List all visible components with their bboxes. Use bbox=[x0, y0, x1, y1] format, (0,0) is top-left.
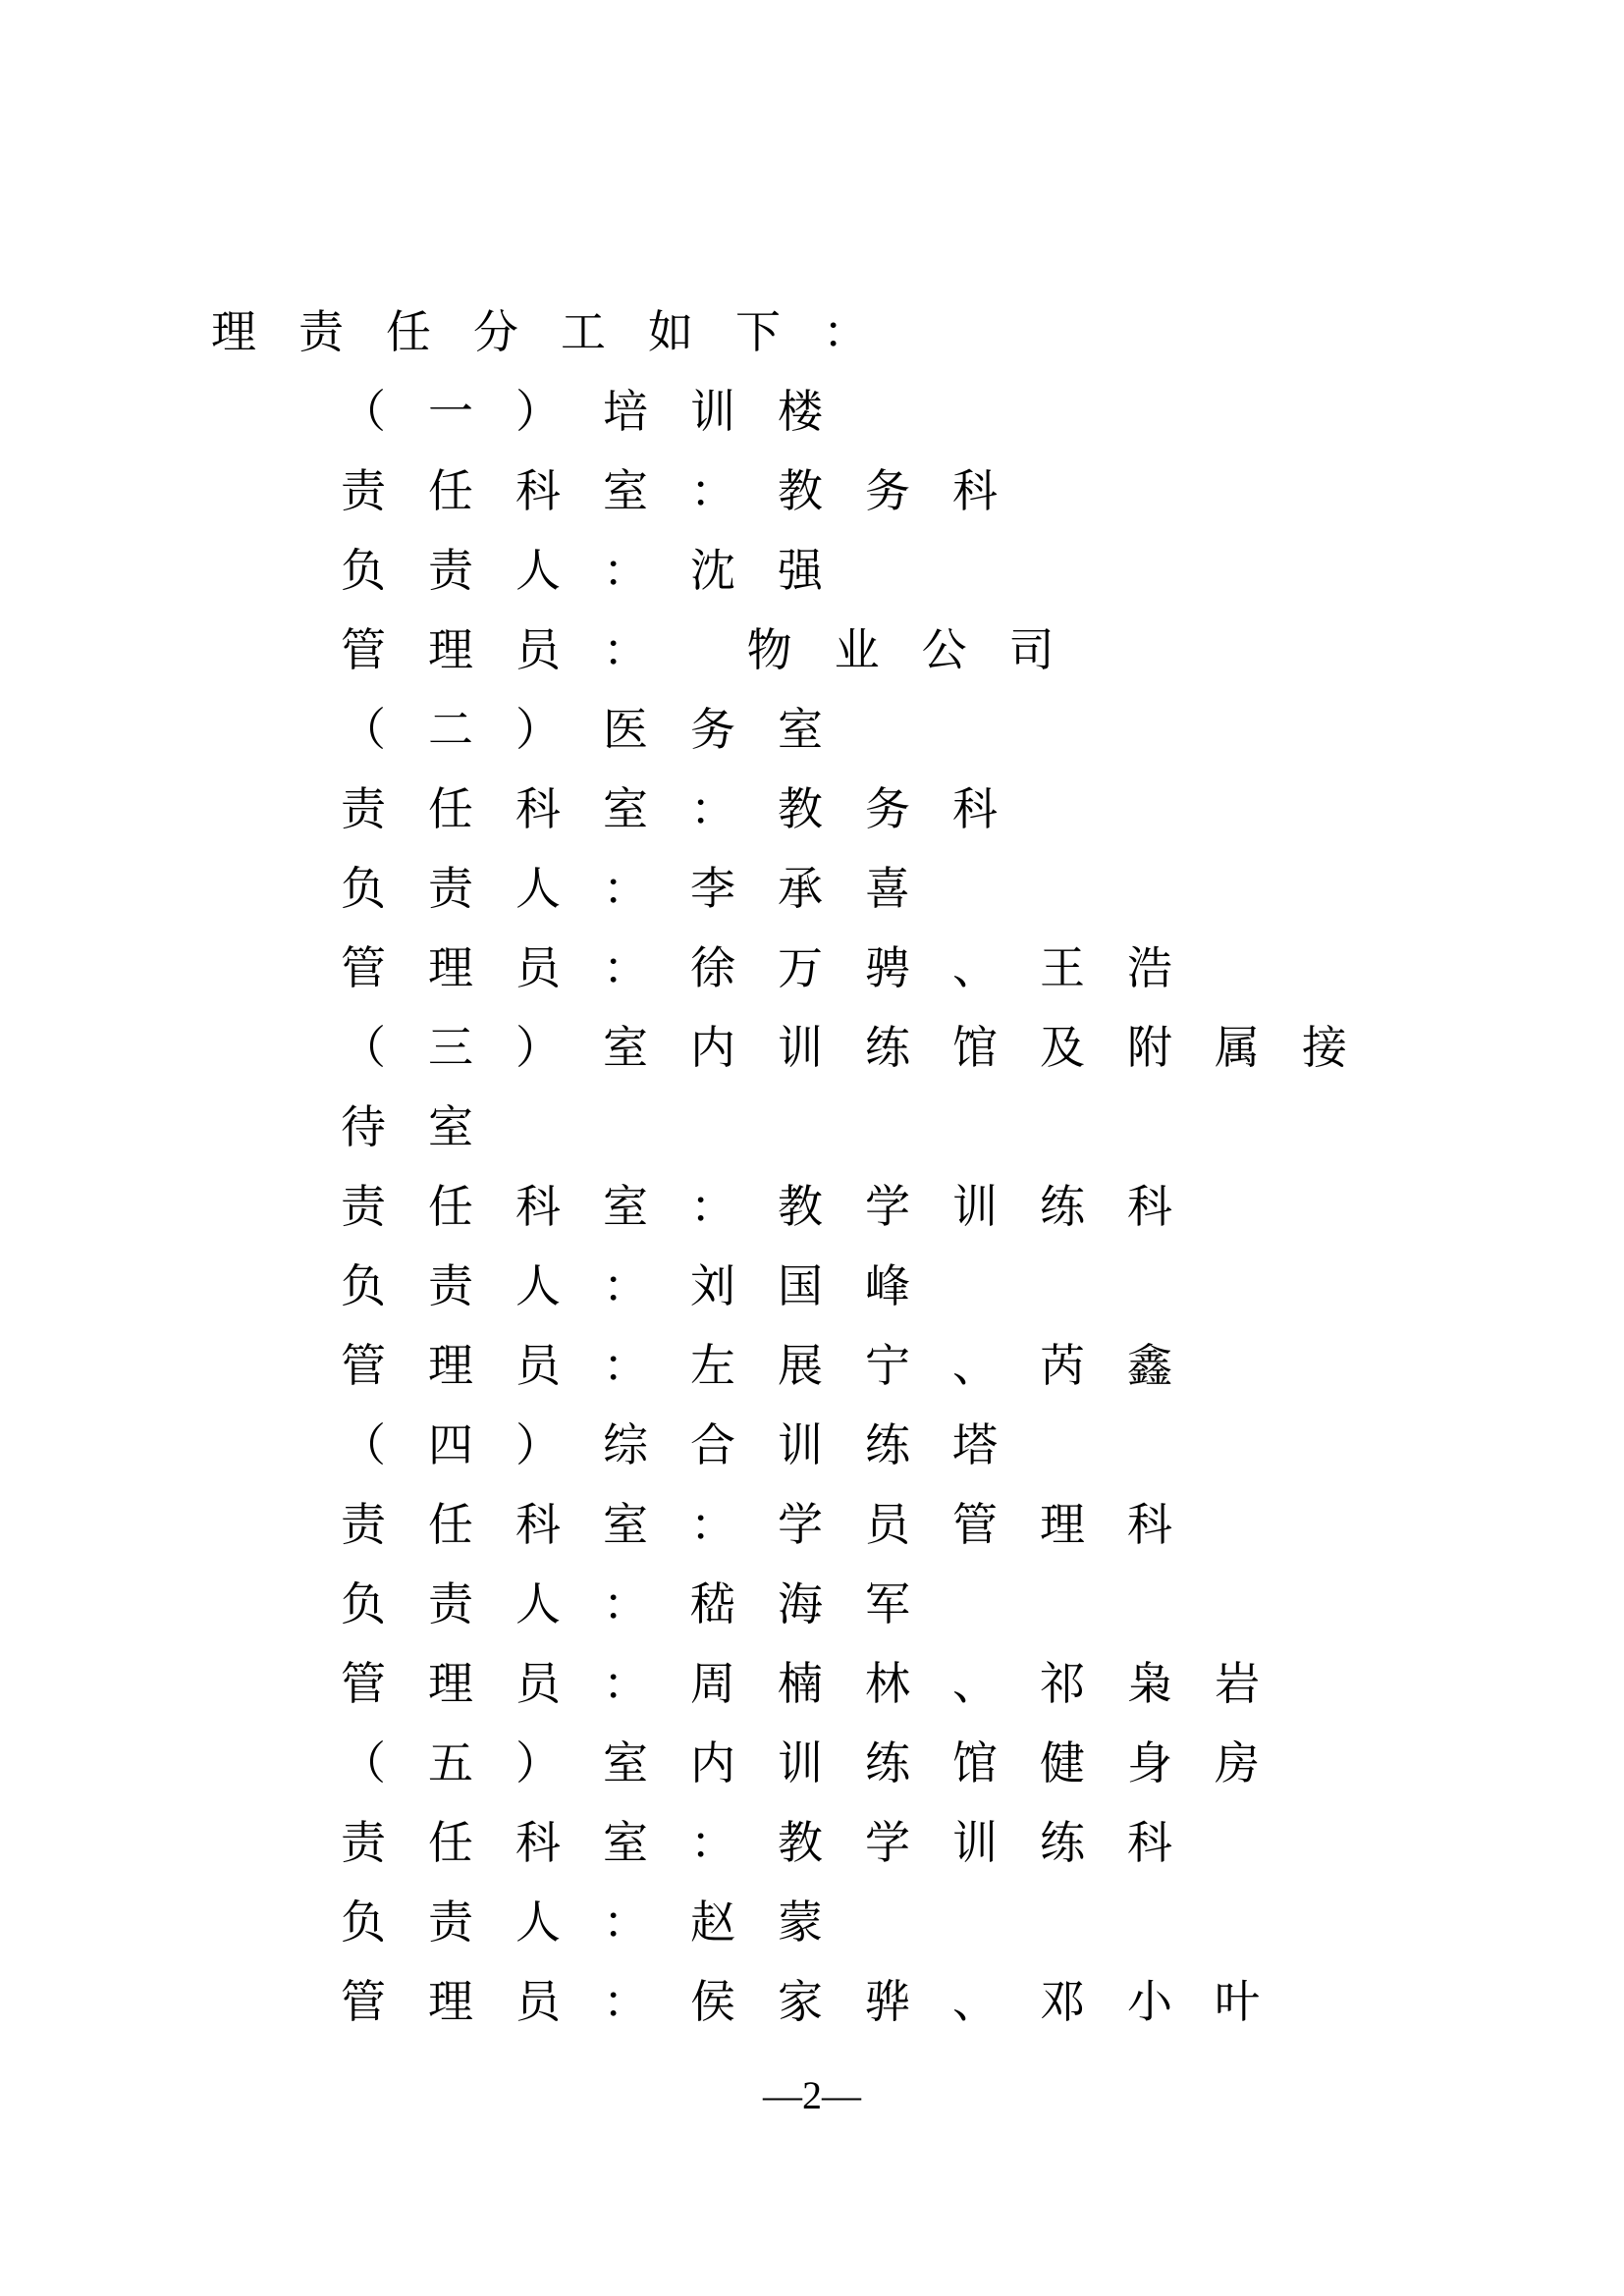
section-5-lead: 负责人：赵蒙 bbox=[341, 1896, 865, 1949]
section-2-lead: 负责人：李承喜 bbox=[341, 862, 952, 915]
section-4-admin: 管理员：周楠林、祁枭岩 bbox=[341, 1657, 1302, 1710]
section-5-dept: 责任科室：教学训练科 bbox=[341, 1816, 1215, 1869]
section-3-lead: 负责人：刘国峰 bbox=[341, 1259, 952, 1312]
section-3-dept: 责任科室：教学训练科 bbox=[341, 1180, 1215, 1233]
section-5-admin: 管理员：侯家骅、邓小叶 bbox=[341, 1975, 1302, 2028]
page-number: —2— bbox=[763, 2073, 861, 2117]
section-3-admin: 管理员：左展宁、芮鑫 bbox=[341, 1339, 1215, 1392]
section-4-dept: 责任科室：学员管理科 bbox=[341, 1498, 1215, 1551]
section-4-lead: 负责人：嵇海军 bbox=[341, 1577, 952, 1630]
section-2-admin: 管理员：徐万骋、王浩 bbox=[341, 941, 1215, 994]
section-2-heading: （二）医务室 bbox=[341, 703, 865, 756]
section-1-lead: 负责人：沈强 bbox=[341, 544, 865, 597]
section-5-heading: （五）室内训练馆健身房 bbox=[341, 1736, 1302, 1789]
section-3-heading-cont: 待室 bbox=[341, 1100, 515, 1153]
section-2-dept: 责任科室：教务科 bbox=[341, 782, 1040, 835]
section-3-heading: （三）室内训练馆及附属接 bbox=[341, 1021, 1389, 1074]
section-1-heading: （一）培训楼 bbox=[341, 385, 865, 438]
section-4-heading: （四）综合训练塔 bbox=[341, 1418, 1040, 1471]
intro-line: 理责任分工如下： bbox=[211, 305, 910, 358]
section-1-admin: 管理员： 物业公司 bbox=[341, 623, 1097, 676]
section-1-dept: 责任科室：教务科 bbox=[341, 464, 1040, 517]
